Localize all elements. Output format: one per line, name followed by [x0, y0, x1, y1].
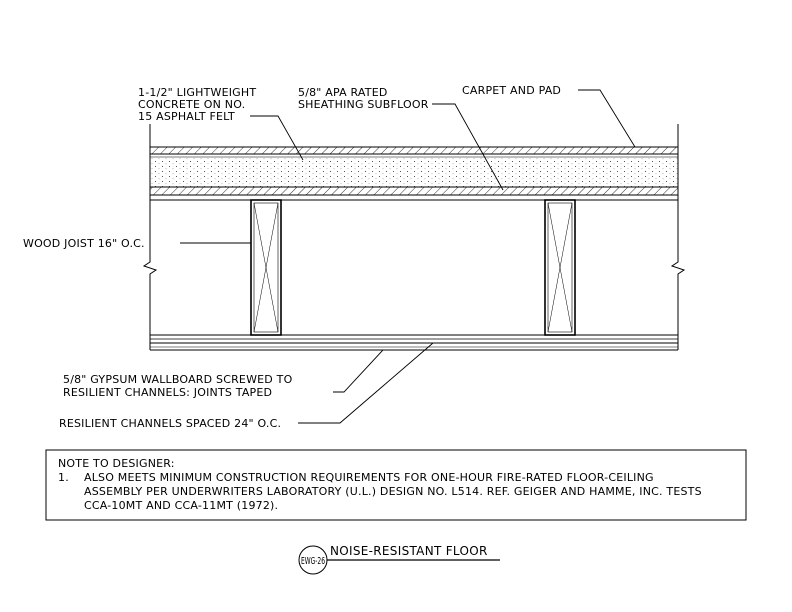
joist-label: WOOD JOIST 16" O.C.	[23, 237, 145, 250]
sheathing-label-line-2: SHEATHING SUBFLOOR	[298, 98, 429, 111]
callout-joist	[23, 237, 251, 250]
note-line-1: ALSO MEETS MINIMUM CONSTRUCTION REQUIREMENTS FOR ONE-HOUR FIRE-RATED FLOOR-CEILING	[84, 471, 654, 484]
title-block	[299, 544, 500, 574]
note-line-2: ASSEMBLY PER UNDERWRITERS LABORATORY (U.L.) DESIGN NO. L514. REF. GEIGER AND HAMME, INC. TESTS	[84, 485, 702, 498]
callout-gypsum	[63, 350, 383, 399]
callout-carpet	[462, 84, 635, 147]
sheathing-label-line-1: 5/8" APA RATED	[298, 86, 388, 99]
concrete-label-line-2: CONCRETE ON NO.	[138, 98, 246, 111]
carpet-label: CARPET AND PAD	[462, 84, 562, 97]
gypsum-label-line-2: RESILIENT CHANNELS: JOINTS TAPED	[63, 386, 273, 399]
carpet-pad-layer	[150, 147, 678, 157]
note-line-3: CCA-10MT AND CCA-11MT (1972).	[84, 499, 279, 512]
ceiling-layers	[150, 335, 678, 350]
concrete-label-line-3: 15 ASPHALT FELT	[138, 110, 235, 123]
gypsum-label-line-1: 5/8" GYPSUM WALLBOARD SCREWED TO	[63, 373, 293, 386]
note-box	[46, 450, 746, 520]
drawing-title: NOISE-RESISTANT FLOOR	[330, 544, 488, 558]
note-number: 1.	[58, 471, 69, 484]
title-tag: EWG-26	[301, 556, 325, 567]
concrete-layer	[150, 157, 678, 187]
wood-joist-left	[251, 200, 281, 335]
channels-label: RESILIENT CHANNELS SPACED 24" O.C.	[59, 417, 282, 430]
concrete-label-line-1: 1-1/2" LIGHTWEIGHT	[138, 86, 257, 99]
wood-joist-right	[545, 200, 575, 335]
sheathing-subfloor-layer	[150, 187, 678, 200]
note-heading: NOTE TO DESIGNER:	[58, 457, 175, 470]
